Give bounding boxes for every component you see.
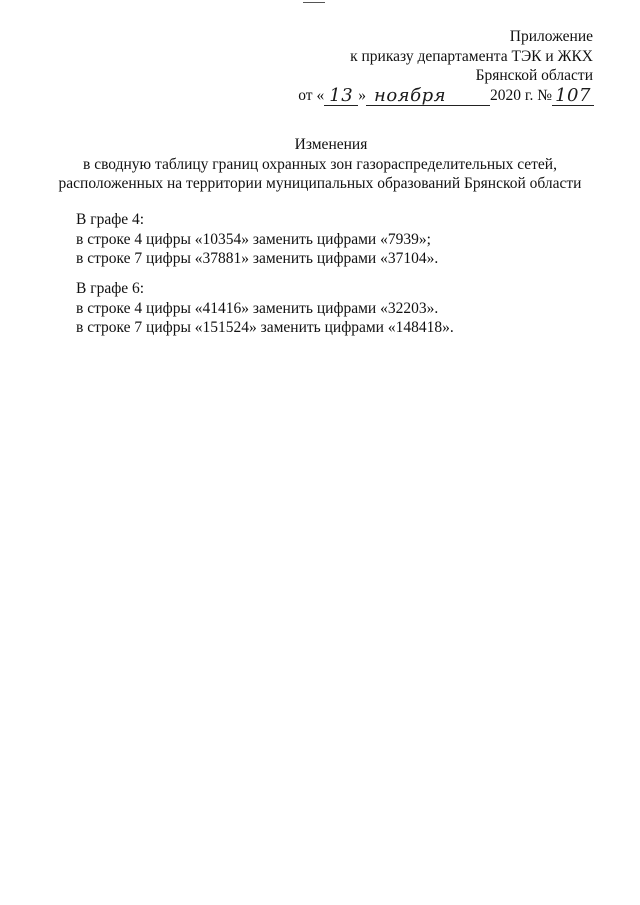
change-item: в строке 4 цифры «41416» заменить цифрами «32203». (76, 299, 439, 317)
section-heading: В графе 4: (76, 211, 145, 228)
order-date-quote: » (358, 87, 366, 104)
section-heading: В графе 6: (76, 280, 145, 297)
order-date-prefix: от « (298, 87, 325, 104)
document-subtitle-line-2: расположенных на территории муниципальных образований Брянской области (58, 175, 582, 192)
appendix-region: Брянской области (475, 67, 593, 84)
appendix-header (350, 27, 593, 86)
order-month-handwritten: ноября (366, 87, 490, 106)
document-title-block (0, 135, 640, 194)
document-heading: Изменения (294, 136, 368, 153)
order-date-line (298, 86, 594, 106)
changes-section-column-6 (76, 279, 454, 338)
order-year-text: 2020 г. № (489, 87, 552, 104)
change-item: в строке 4 цифры «10354» заменить цифрами «7939»; (76, 230, 431, 248)
appendix-title: Приложение (509, 28, 593, 45)
document-subtitle-line-1: в сводную таблицу границ охранных зон газораспределительных сетей, (83, 155, 557, 173)
appendix-order-ref: к приказу департамента ТЭК и ЖКХ (350, 47, 593, 65)
page-top-mark (303, 0, 325, 3)
change-item: в строке 7 цифры «37881» заменить цифрами «37104». (76, 250, 439, 267)
order-number-handwritten: 107 (552, 87, 594, 106)
changes-section-column-4 (76, 210, 438, 269)
order-day-handwritten: 13 (324, 87, 358, 106)
change-item: в строке 7 цифры «151524» заменить цифрами «148418». (76, 319, 454, 336)
